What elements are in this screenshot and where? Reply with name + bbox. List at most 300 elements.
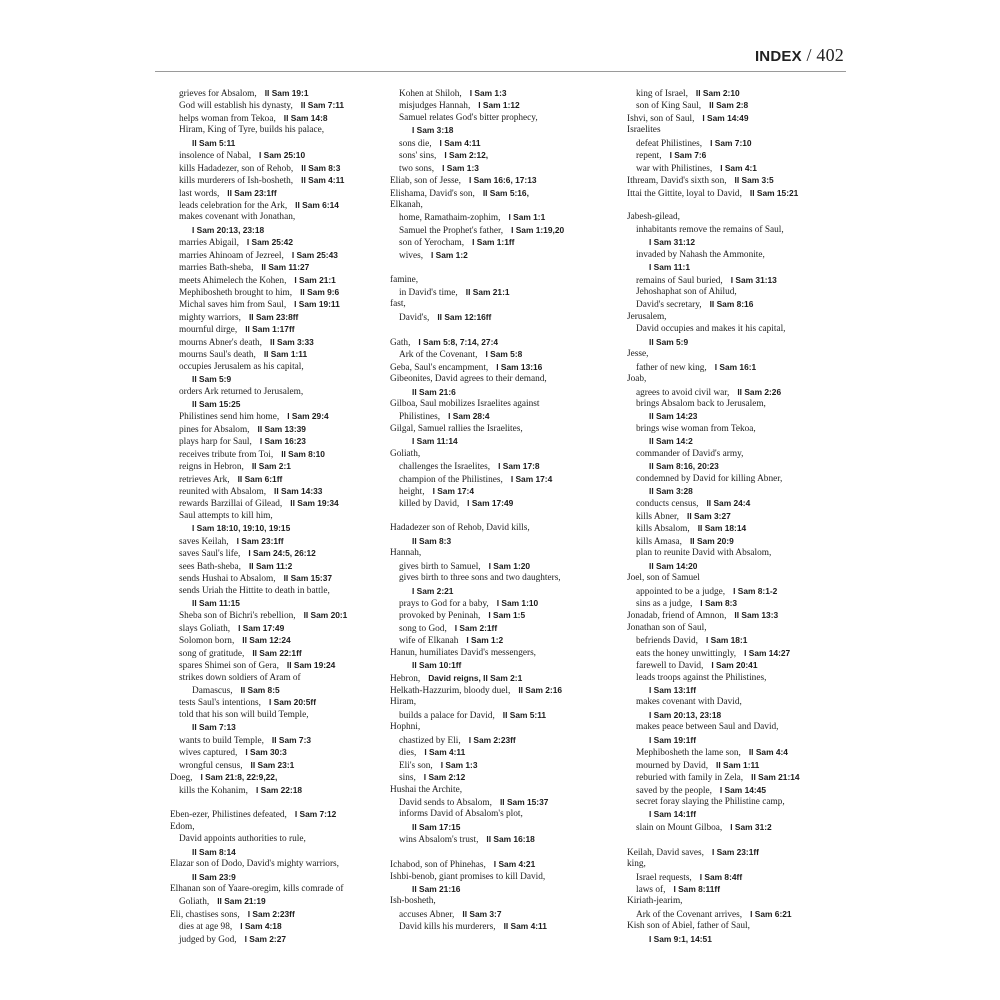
- index-entry: [390, 522, 618, 534]
- entry-text: kills Absalom,: [636, 524, 690, 535]
- scripture-reference: I Sam 2:12: [423, 772, 466, 783]
- index-subentry: [170, 311, 398, 323]
- scripture-reference: I Sam 18:1: [705, 635, 748, 646]
- scripture-reference: I Sam 20:41: [711, 660, 758, 671]
- entry-text: informs David of Absalom's plot,: [399, 809, 523, 820]
- scripture-reference: I Sam 25:10: [259, 150, 306, 161]
- index-subentry: [170, 522, 398, 534]
- index-subentry: [170, 784, 398, 796]
- scripture-reference: II Sam 19:34: [290, 498, 339, 509]
- index-entry: [390, 448, 618, 460]
- index-subentry: [390, 211, 618, 223]
- entry-text: Keilah, David saves,: [627, 847, 704, 858]
- scripture-reference: II Sam 5:11: [192, 137, 236, 148]
- index-entry: [170, 808, 398, 820]
- scripture-reference: II Sam 20:1: [303, 610, 348, 621]
- index-entry: [390, 858, 618, 870]
- index-subentry: [627, 386, 855, 398]
- entry-text: Eli, chastises sons,: [170, 909, 240, 920]
- scripture-reference: II Sam 14:8: [283, 112, 328, 123]
- index-subentry: [170, 286, 398, 298]
- index-subentry: [170, 833, 398, 845]
- scripture-reference: I Sam 20:5ff: [269, 697, 317, 708]
- section-gap: [390, 261, 618, 273]
- entry-text: David's secretary,: [636, 300, 702, 311]
- index-subentry: [390, 460, 618, 472]
- scripture-reference: I Sam 1:2: [431, 249, 468, 260]
- index-subentry: [627, 659, 855, 671]
- scripture-reference: I Sam 6:21: [750, 908, 792, 919]
- entry-text: slain on Mount Gilboa,: [636, 822, 723, 833]
- index-subentry: [170, 236, 398, 248]
- entry-text: Eliab, son of Jesse,: [390, 176, 462, 187]
- entry-text: war with Philistines,: [636, 163, 713, 174]
- index-subentry: [627, 634, 855, 646]
- entry-text: Jonathan son of Saul,: [627, 622, 707, 633]
- index-subentry: [390, 920, 618, 932]
- index-entry: [390, 672, 618, 684]
- scripture-reference: I Sam 16:1: [714, 361, 757, 372]
- index-entry: [627, 609, 855, 621]
- index-entry: [627, 895, 855, 907]
- index-column-1: [170, 87, 398, 945]
- scripture-reference: II Sam 8:10: [281, 448, 325, 459]
- section-gap: [627, 833, 855, 845]
- index-subentry: [627, 821, 855, 833]
- index-subentry: [627, 734, 855, 746]
- entry-text: leads troops against the Philistines,: [636, 672, 767, 683]
- scripture-reference: I Sam 14:1ff: [649, 809, 697, 820]
- entry-text: Ishbi-benob, giant promises to kill David,: [390, 871, 546, 882]
- index-subentry: [627, 721, 855, 733]
- index-subentry: [627, 497, 855, 509]
- scripture-reference: II Sam 4:4: [748, 747, 788, 758]
- entry-text: David occupies and makes it his capital,: [636, 324, 786, 335]
- index-subentry: [627, 485, 855, 497]
- entry-text: saves Keilah,: [179, 536, 229, 547]
- index-subentry: [390, 759, 618, 771]
- index-subentry: [170, 721, 398, 733]
- index-entry: [627, 920, 855, 932]
- index-subentry: [390, 634, 618, 646]
- index-subentry: [390, 473, 618, 485]
- entry-text: Kish son of Abiel, father of Saul,: [627, 921, 750, 932]
- entry-text: befriends David,: [636, 636, 698, 647]
- index-subentry: [627, 323, 855, 335]
- entry-text: Hebron,: [390, 673, 421, 684]
- index-subentry: [627, 883, 855, 895]
- entry-text: Solomon born,: [179, 636, 235, 647]
- index-subentry: [170, 585, 398, 597]
- entry-text: insolence of Nabal,: [179, 151, 252, 162]
- entry-text: orders Ark returned to Jerusalem,: [179, 386, 304, 397]
- scripture-reference: II Sam 23:1: [250, 759, 295, 770]
- scripture-reference: II Sam 2:8: [709, 100, 749, 111]
- index-entry: [390, 373, 618, 385]
- entry-text: marries Ahinoam of Jezreel,: [179, 250, 284, 261]
- entry-text: eats the honey unwittingly,: [636, 648, 737, 659]
- entry-text: king,: [627, 859, 646, 870]
- scripture-reference: I Sam 1:2: [466, 635, 504, 646]
- scripture-reference: II Sam 4:11: [503, 921, 547, 932]
- scripture-reference: I Sam 1:1: [508, 212, 546, 223]
- index-entry: [170, 858, 398, 870]
- index-subentry: [170, 696, 398, 708]
- entry-text: Jerusalem,: [627, 311, 667, 322]
- index-subentry: [390, 224, 618, 236]
- index-subentry: [170, 647, 398, 659]
- scripture-reference: I Sam 17:4: [510, 473, 553, 484]
- index-subentry: [390, 821, 618, 833]
- scripture-reference: I Sam 4:21: [493, 859, 536, 870]
- entry-text: mournful dirge,: [179, 325, 238, 336]
- index-entry: [627, 124, 855, 136]
- scripture-reference: I Sam 11:14: [412, 436, 458, 447]
- index-subentry: [390, 386, 618, 398]
- entry-text: brings Absalom back to Jerusalem,: [636, 398, 766, 409]
- entry-text: David kills his murderers,: [399, 922, 496, 933]
- index-subentry: [170, 211, 398, 223]
- index-entry: [390, 684, 618, 696]
- entry-text: kills the Kohanim,: [179, 785, 248, 796]
- entry-text: agrees to avoid civil war,: [636, 387, 730, 398]
- scripture-reference: I Sam 2:21: [412, 585, 454, 596]
- index-subentry: [390, 348, 618, 360]
- index-subentry: [627, 87, 855, 99]
- index-subentry: [390, 137, 618, 149]
- scripture-reference: II Sam 5:11: [502, 709, 547, 720]
- index-subentry: [627, 784, 855, 796]
- entry-text: Gilgal, Samuel rallies the Israelites,: [390, 423, 523, 434]
- entry-text: meets Ahimelech the Kohen,: [179, 275, 287, 286]
- scripture-reference: I Sam 14:45: [719, 784, 766, 795]
- scripture-reference: II Sam 11:15: [192, 597, 240, 608]
- scripture-reference: II Sam 21:14: [751, 772, 800, 783]
- scripture-reference: II Sam 15:37: [283, 573, 333, 584]
- entry-text: laws of,: [636, 885, 666, 895]
- index-entry: [627, 622, 855, 634]
- section-gap: [390, 510, 618, 522]
- index-subentry: [627, 460, 855, 472]
- scripture-reference: II Sam 14:33: [274, 486, 323, 496]
- scripture-reference: I Sam 30:3: [245, 747, 287, 758]
- entry-text: Elazar son of Dodo, David's mighty warriors,: [170, 859, 339, 870]
- index-subentry: [627, 448, 855, 460]
- entry-text: Saul attempts to kill him,: [179, 510, 273, 521]
- entry-text: wives,: [399, 250, 424, 261]
- scripture-reference: II Sam 2:10: [695, 88, 740, 98]
- scripture-reference: I Sam 17:49: [467, 498, 514, 509]
- index-subentry: [170, 348, 398, 360]
- index-subentry: [627, 547, 855, 559]
- scripture-reference: II Sam 19:24: [286, 660, 336, 671]
- entry-text: farewell to David,: [636, 661, 704, 672]
- scripture-reference: II Sam 9:6: [300, 287, 340, 297]
- entry-text: prays to God for a baby,: [399, 598, 489, 609]
- entry-text: Hiram,: [390, 697, 417, 708]
- index-subentry: [627, 99, 855, 111]
- index-entry: [390, 274, 618, 286]
- index-subentry: [170, 634, 398, 646]
- entry-text: Hiram, King of Tyre, builds his palace,: [179, 125, 325, 136]
- index-subentry: [627, 423, 855, 435]
- scripture-reference: I Sam 31:13: [730, 274, 777, 285]
- index-subentry: [627, 796, 855, 808]
- scripture-reference: I Sam 2:12,: [444, 150, 489, 161]
- index-subentry: [170, 497, 398, 509]
- scripture-reference: I Sam 1:19,20: [511, 224, 565, 235]
- index-subentry: [390, 609, 618, 621]
- index-subentry: [390, 560, 618, 572]
- index-entry: [627, 112, 855, 124]
- index-subentry: [170, 373, 398, 385]
- scripture-reference: II Sam 3:7: [462, 908, 502, 919]
- index-subentry: [627, 224, 855, 236]
- index-subentry: [627, 286, 855, 298]
- entry-text: song of gratitude,: [179, 648, 245, 659]
- entry-text: sons die,: [399, 138, 432, 149]
- index-subentry: [627, 672, 855, 684]
- scripture-reference: II Sam 5:9: [192, 374, 232, 385]
- index-subentry: [390, 585, 618, 597]
- section-gap: [390, 846, 618, 858]
- index-subentry: [627, 535, 855, 547]
- entry-text: mighty warriors,: [179, 312, 241, 323]
- entry-text: champion of the Philistines,: [399, 474, 503, 485]
- entry-text: kills Hadadezer, son of Rehob,: [179, 163, 294, 174]
- scripture-reference: II Sam 6:1ff: [237, 473, 283, 484]
- scripture-reference: I Sam 5:8: [485, 349, 523, 360]
- scripture-reference: II Sam 14:2: [649, 436, 693, 447]
- scripture-reference: I Sam 17:4: [432, 486, 474, 496]
- index-subentry: [627, 361, 855, 373]
- index-subentry: [390, 311, 618, 323]
- scripture-reference: II Sam 15:21: [749, 187, 799, 198]
- index-subentry: [390, 709, 618, 721]
- entry-text: Israelites: [627, 125, 661, 136]
- entry-text: accuses Abner,: [399, 909, 455, 920]
- entry-text: Goliath,: [390, 448, 421, 459]
- entry-text: Ark of the Covenant arrives,: [636, 909, 743, 920]
- entry-text: plan to reunite David with Absalom,: [636, 548, 772, 559]
- index-entry: [390, 174, 618, 186]
- entry-text: pines for Absalom,: [179, 424, 250, 435]
- entry-text: reunited with Absalom,: [179, 487, 267, 497]
- scripture-reference: II Sam 14:23: [649, 411, 698, 422]
- index-subentry: [170, 249, 398, 261]
- index-subentry: [627, 410, 855, 422]
- index-subentry: [170, 460, 398, 472]
- scripture-reference: II Sam 2:1: [251, 461, 291, 472]
- index-subentry: [627, 149, 855, 161]
- entry-text: song to God,: [399, 623, 447, 634]
- entry-text: marries Abigail,: [179, 238, 239, 249]
- entry-text: killed by David,: [399, 499, 460, 510]
- scripture-reference: II Sam 8:14: [192, 846, 236, 857]
- entry-text: Geba, Saul's encampment,: [390, 362, 489, 373]
- scripture-reference: II Sam 7:13: [192, 722, 236, 733]
- entry-text: Eben-ezer, Philistines defeated,: [170, 810, 287, 821]
- scripture-reference: I Sam 8:1-2: [733, 585, 778, 596]
- entry-text: inhabitants remove the remains of Saul,: [636, 224, 784, 235]
- index-entry: [390, 895, 618, 907]
- index-subentry: [627, 709, 855, 721]
- entry-text: reburied with family in Zela,: [636, 773, 744, 784]
- scripture-reference: I Sam 21:8, 22:9,22,: [200, 772, 278, 783]
- scripture-reference: II Sam 22:1ff: [252, 647, 302, 658]
- entry-text: told that his son will build Temple,: [179, 709, 309, 720]
- index-subentry: [170, 920, 398, 932]
- header-title: INDEX: [754, 48, 802, 65]
- scripture-reference: I Sam 1:20: [488, 560, 531, 571]
- entry-text: Elhanan son of Yaare-oregim, kills comrade of: [170, 884, 344, 894]
- scripture-reference: II Sam 8:3: [412, 535, 452, 546]
- scripture-reference: I Sam 14:49: [702, 112, 749, 123]
- entry-text: spares Shimei son of Gera,: [179, 661, 279, 672]
- index-subentry: [390, 149, 618, 161]
- entry-text: famine,: [390, 274, 419, 285]
- entry-text: repent,: [636, 151, 662, 162]
- index-subentry: [170, 87, 398, 99]
- scripture-reference: I Sam 4:11: [439, 137, 481, 148]
- entry-text: helps woman from Tekoa,: [179, 113, 276, 124]
- index-subentry: [170, 535, 398, 547]
- entry-text: Edom,: [170, 821, 195, 832]
- index-subentry: [390, 435, 618, 447]
- entry-text: home, Ramathaim-zophim,: [399, 213, 501, 224]
- index-subentry: [627, 908, 855, 920]
- entry-text: sins,: [399, 773, 416, 784]
- scripture-reference: II Sam 2:26: [737, 386, 782, 397]
- scripture-reference: II Sam 8:16, 20:23: [649, 461, 719, 472]
- index-entry: [627, 187, 855, 199]
- scripture-reference: I Sam 1:1ff: [472, 237, 515, 248]
- index-entry: [390, 547, 618, 559]
- index-subentry: [627, 746, 855, 758]
- index-entry: [390, 336, 618, 348]
- index-subentry: [390, 497, 618, 509]
- entry-text: wife of Elkanah: [399, 636, 459, 647]
- scripture-reference: II Sam 5:16,: [482, 187, 529, 198]
- index-subentry: [627, 298, 855, 310]
- index-subentry: [627, 162, 855, 174]
- entry-text: condemned by David for killing Abner,: [636, 473, 783, 484]
- index-subentry: [390, 597, 618, 609]
- scripture-reference: II Sam 5:9: [649, 336, 689, 347]
- scripture-reference: I Sam 16:6, 17:13: [469, 175, 537, 186]
- scripture-reference: I Sam 8:4ff: [699, 871, 743, 882]
- index-subentry: [170, 746, 398, 758]
- index-entry: [170, 771, 398, 783]
- index-subentry: [170, 473, 398, 485]
- entry-text: kills Abner,: [636, 511, 680, 522]
- entry-text: height,: [399, 487, 425, 497]
- scripture-reference: I Sam 7:12: [294, 809, 337, 820]
- scripture-reference: II Sam 13:39: [257, 423, 306, 434]
- scripture-reference: David reigns, II Sam 2:1: [428, 672, 523, 683]
- entry-text: last words,: [179, 188, 220, 199]
- entry-text: defeat Philistines,: [636, 138, 703, 149]
- entry-text: Philistines,: [399, 412, 441, 423]
- entry-text: wins Absalom's trust,: [399, 835, 479, 846]
- entry-text: retrieves Ark,: [179, 474, 230, 485]
- index-subentry: [627, 684, 855, 696]
- scripture-reference: II Sam 15:37: [499, 796, 549, 807]
- scripture-reference: II Sam 3:5: [734, 175, 774, 186]
- entry-text: Goliath,: [179, 897, 210, 908]
- scripture-reference: I Sam 1:12: [478, 100, 520, 111]
- scripture-reference: I Sam 20:13, 23:18: [192, 224, 265, 235]
- index-subentry: [170, 734, 398, 746]
- scripture-reference: II Sam 21:16: [412, 884, 461, 894]
- scripture-reference: I Sam 13:16: [496, 361, 543, 372]
- entry-text: Ittai the Gittite, loyal to David,: [627, 188, 742, 199]
- entry-text: Israel requests,: [636, 872, 692, 883]
- scripture-reference: I Sam 9:1, 14:51: [649, 933, 712, 944]
- index-entry: [390, 784, 618, 796]
- scripture-reference: II Sam 15:25: [192, 398, 241, 409]
- entry-text: brings wise woman from Tekoa,: [636, 423, 756, 434]
- index-subentry: [170, 410, 398, 422]
- scripture-reference: I Sam 19:11: [294, 299, 340, 310]
- index-subentry: [170, 684, 398, 696]
- index-subentry: [627, 274, 855, 286]
- entry-text: Damascus,: [192, 686, 233, 696]
- entry-text: son of Yerocham,: [399, 238, 465, 249]
- index-subentry: [170, 759, 398, 771]
- scripture-reference: II Sam 3:28: [649, 486, 693, 496]
- scripture-reference: II Sam 3:27: [687, 510, 731, 521]
- entry-text: father of new king,: [636, 362, 707, 373]
- index-subentry: [170, 199, 398, 211]
- scripture-reference: II Sam 21:1: [465, 287, 510, 297]
- index-subentry: [170, 846, 398, 858]
- entry-text: Gibeonites, David agrees to their demand,: [390, 374, 547, 385]
- index-subentry: [170, 99, 398, 111]
- index-subentry: [627, 585, 855, 597]
- scripture-reference: I Sam 18:10, 19:10, 19:15: [192, 523, 291, 534]
- entry-text: makes covenant with Jonathan,: [179, 212, 296, 223]
- entry-text: sends Uriah the Hittite to death in battle,: [179, 585, 330, 596]
- index-subentry: [390, 808, 618, 820]
- index-subentry: [627, 510, 855, 522]
- scripture-reference: II Sam 13:3: [734, 610, 779, 621]
- index-entry: [170, 883, 398, 895]
- scripture-reference: I Sam 8:11ff: [673, 884, 720, 894]
- index-subentry: [170, 609, 398, 621]
- scripture-reference: II Sam 12:16ff: [437, 311, 492, 322]
- index-entry: [170, 908, 398, 920]
- entry-text: Hadadezer son of Rehob, David kills,: [390, 523, 530, 534]
- entry-text: leads celebration for the Ark,: [179, 200, 288, 211]
- entry-text: occupies Jerusalem as his capital,: [179, 361, 304, 372]
- scripture-reference: I Sam 3:18: [412, 125, 454, 136]
- index-subentry: [170, 659, 398, 671]
- index-subentry: [390, 771, 618, 783]
- scripture-reference: I Sam 7:6: [669, 150, 707, 161]
- scripture-reference: II Sam 1:11: [263, 349, 308, 360]
- entry-text: slays Goliath,: [179, 623, 231, 634]
- entry-text: Mephibosheth the lame son,: [636, 748, 741, 759]
- index-entry: [390, 423, 618, 435]
- scripture-reference: I Sam 16:23: [259, 436, 306, 447]
- index-subentry: [390, 410, 618, 422]
- index-subentry: [627, 435, 855, 447]
- entry-text: Doeg,: [170, 773, 193, 784]
- index-subentry: [170, 597, 398, 609]
- header-separator: /: [806, 45, 812, 65]
- scripture-reference: I Sam 1:3: [440, 759, 478, 770]
